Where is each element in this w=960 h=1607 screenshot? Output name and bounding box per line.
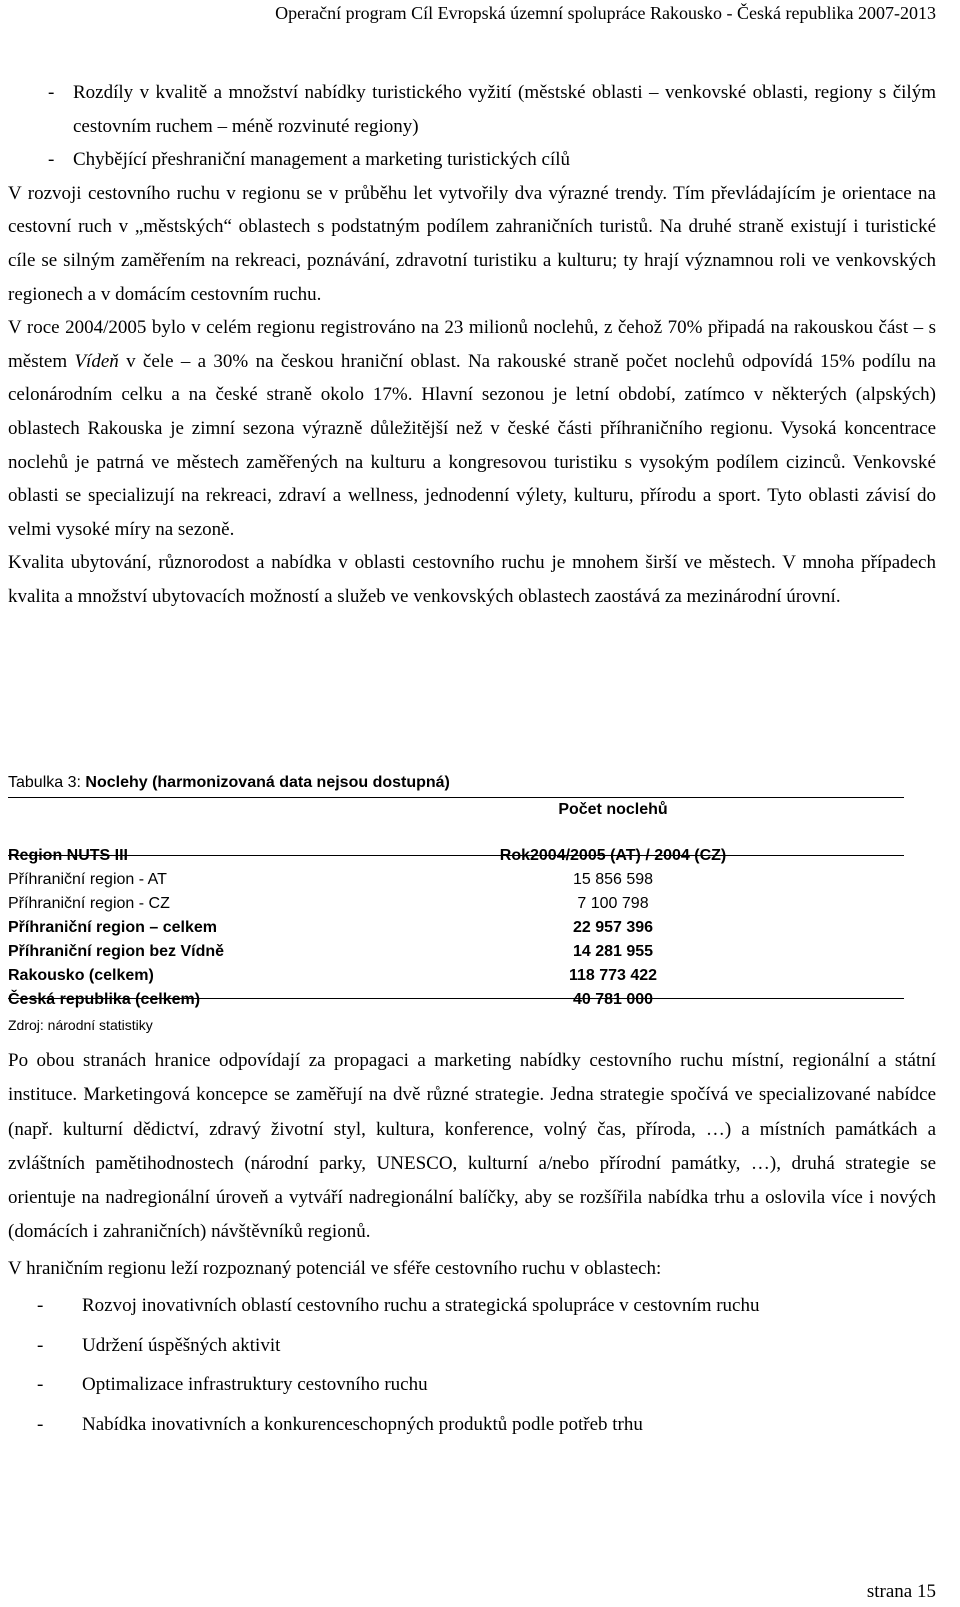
cell-region: Příhraniční region - CZ: [8, 895, 170, 912]
table-header-row: [8, 844, 904, 868]
cell-value: 14 281 955: [572, 943, 654, 960]
cell-region: Česká republika (celkem): [8, 991, 201, 1008]
table-source: Zdroj: národní statistiky: [8, 1017, 153, 1033]
italic-city: Vídeň: [74, 350, 119, 372]
bullet-text: Udržení úspěšných aktivit: [82, 1334, 281, 1356]
paragraph: Kvalita ubytování, různorodost a nabídka v oblasti cestovního ruchu je mnohem širší ve městech. V mnoha případech kvalita a množství ubytovacích možností a služeb ve venkovských oblastech zaostává za mezinárodní úrovní.: [8, 552, 936, 607]
group-header: Počet noclehů: [558, 801, 668, 818]
cell-value: 7 100 798: [577, 895, 649, 912]
main-text-top: [8, 76, 936, 614]
table-caption: Tabulka 3: Noclehy (harmonizovaná data nejsou dostupná): [8, 774, 450, 791]
bullet-dash: -: [37, 1334, 44, 1356]
cell-value: 15 856 598: [572, 871, 654, 888]
bullet-dash: -: [48, 82, 55, 103]
col-header-year: Rok2004/2005 (AT) / 2004 (CZ): [499, 847, 727, 864]
bullet-item: [8, 76, 936, 143]
bullet-text: Optimalizace infrastruktury cestovního ruchu: [82, 1374, 428, 1396]
bullet-dash: -: [37, 1295, 44, 1317]
paragraph: V roce 2004/2005 bylo v celém regionu registrováno na 23 milionů noclehů, z čehož 70% připadá na rakouskou část – s městem Vídeň v čele – a 30% na českou hraniční oblast. Na rakouské straně počet noclehů odpovídá 15% podílu na celonárodním celku a na české straně okolo 17%. Hlavní sezonou je letní období, zatímco v některých (alpských) oblastech Rakouska je zimní sezona výrazně důležitější než v české části příhraničního regionu. Vysoká koncentrace noclehů je patrná ve městech zaměřených na kulturu a kongresovou turistiku s vysokým podílem cizinců. Venkovské oblasti se specializují na rekreaci, zdraví a wellness, jednodenní výlety, kulturu, přírodu a sport. Tyto oblasti závisí do velmi vysoké míry na sezoně.: [8, 317, 936, 540]
main-text-bottom: [8, 1044, 936, 1444]
bullet-dash: -: [37, 1413, 44, 1435]
col-header-region: Region NUTS III: [8, 847, 128, 864]
running-header: Operační program Cíl Evropská územní spolupráce Rakousko - Česká republika 2007-2013: [275, 3, 936, 23]
table-top-rule: [8, 797, 904, 798]
paragraph: Po obou stranách hranice odpovídají za propagaci a marketing nabídky cestovního ruchu místní, regionální a státní instituce. Marketingová koncepce se zaměřují na dvě různé strategie. Jedna strategie spočívá ve specializované nabídce (např. kulturní dědictví, zdravý životní styl, kultura, konference, volný čas, příroda, …) a místních památkách a zvláštních pamětihodnostech (národní parky, UNESCO, kulturní a/nebo přírodní památky, …), druhá strategie se orientuje na nadregionální úroveň a vytváří nadregionální balíčky, aby se rozšířila nabídka trhu a oslovila více i nových (domácích i zahraničních) návštěvníků regionů.: [8, 1050, 936, 1243]
bullet-item: [8, 1286, 936, 1326]
nights-table: [8, 796, 904, 1012]
bullet-dash: -: [37, 1374, 44, 1396]
bullet-item: [8, 1405, 936, 1445]
table-header-rule: [8, 855, 904, 856]
cell-region: Příhraniční region - AT: [8, 871, 167, 888]
bullet-item: [8, 1326, 936, 1366]
table-row: [8, 964, 904, 988]
table-group-header-row: [8, 801, 904, 844]
cell-region: Příhraniční region bez Vídně: [8, 943, 225, 960]
table-row: [8, 892, 904, 916]
bullet-dash: -: [48, 149, 55, 171]
cell-region: Rakousko (celkem): [8, 967, 154, 984]
cell-value: 40 781 000: [572, 991, 654, 1008]
page-number: strana 15: [866, 1581, 936, 1602]
cell-region: Příhraniční region – celkem: [8, 919, 217, 936]
paragraph: V rozvoji cestovního ruchu v regionu se v průběhu let vytvořily dva výrazné trendy. Tím převládajícím je orientace na cestovní ruch v „městských“ oblastech s podstatným podílem zahraničních turistů. Na druhé straně existují i turistické cíle se silným zaměřením na rekreaci, poznávání, zdravotní turistiku a kulturu; ty hrají významnou roli ve venkovských regionech a v domácím cestovním ruchu.: [8, 182, 936, 305]
bullet-item: [8, 1365, 936, 1405]
cell-value: 22 957 396: [572, 919, 654, 936]
cell-value: 118 773 422: [568, 967, 658, 984]
bullet-item: [8, 143, 936, 177]
paragraph: V hraničním regionu leží rozpoznaný potenciál ve sféře cestovního ruchu v oblastech:: [8, 1257, 662, 1279]
table-spacer-row: [8, 796, 904, 820]
bullet-text: Rozvoj inovativních oblastí cestovního ruchu a strategická spolupráce v cestovním ruchu: [82, 1295, 760, 1317]
bullet-text: Chybějící přeshraniční management a marketing turistických cílů: [73, 149, 571, 171]
table-row: [8, 868, 904, 892]
table-bottom-rule: [8, 998, 904, 999]
table-row: [8, 916, 904, 940]
bullet-text: Rozdíly v kvalitě a množství nabídky turistického vyžití (městské oblasti – venkovské oblasti, regiony s čilým cestovním ruchem – méně rozvinuté regiony): [73, 82, 936, 137]
table-row: [8, 988, 904, 1012]
bullet-text: Nabídka inovativních a konkurenceschopných produktů podle potřeb trhu: [82, 1413, 643, 1435]
table-row: [8, 940, 904, 964]
